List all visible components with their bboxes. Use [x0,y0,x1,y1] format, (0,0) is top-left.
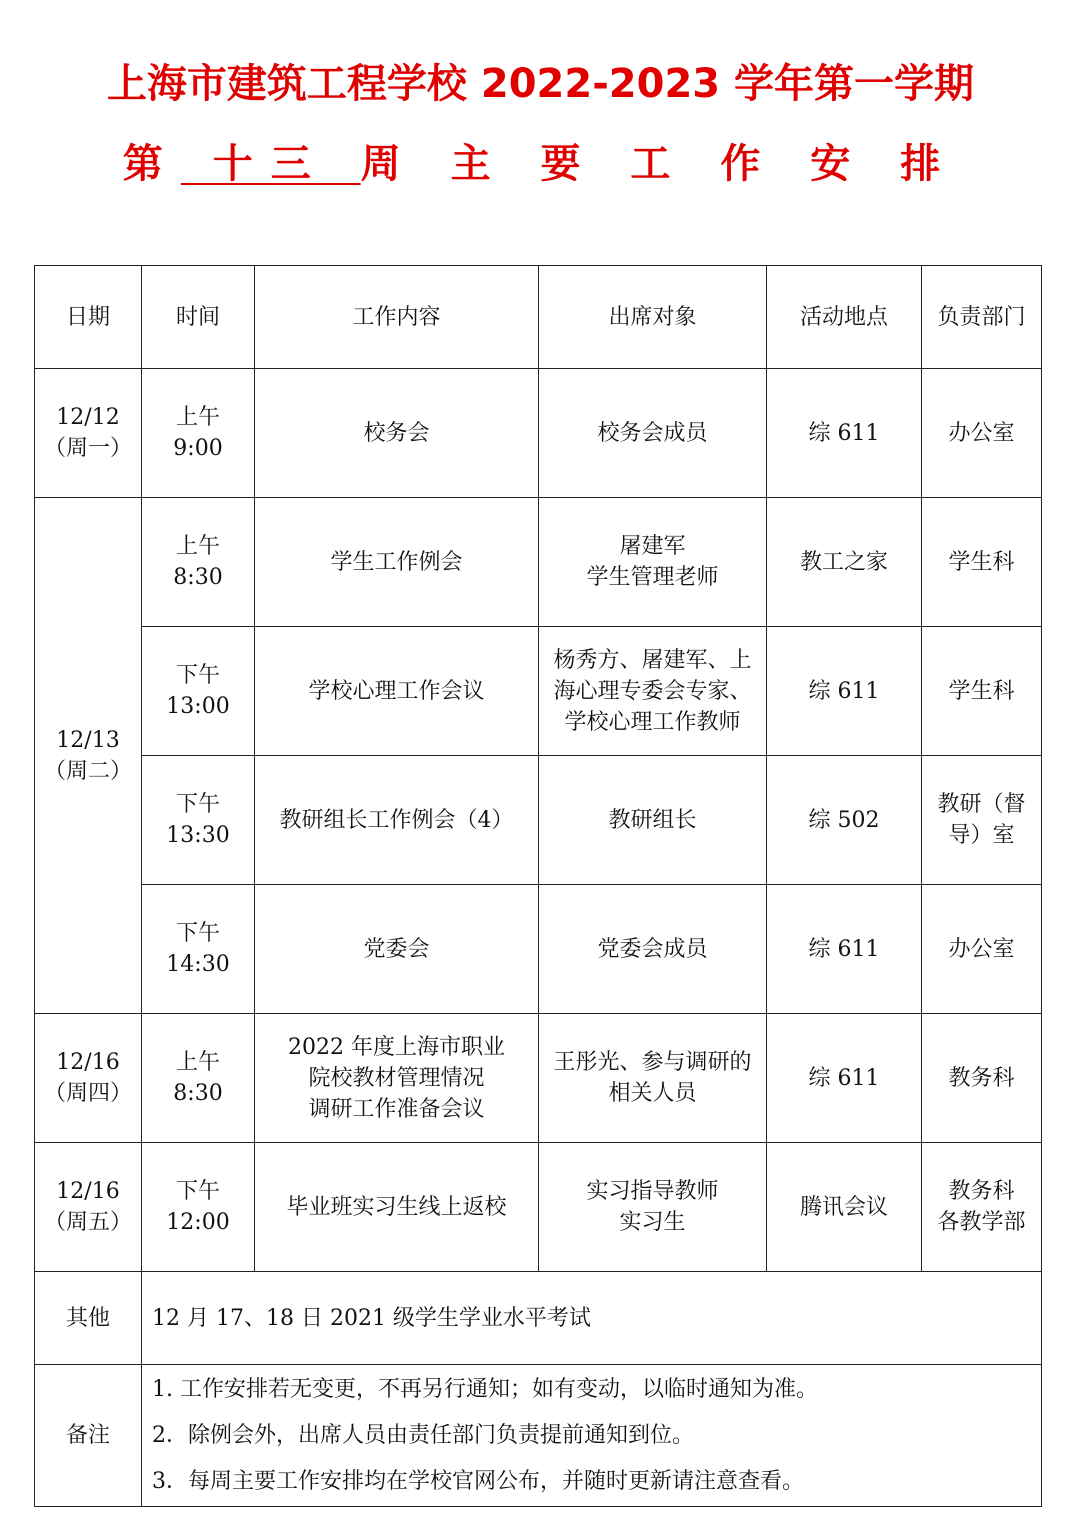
content-cell: 教研组长工作例会（4） [255,756,539,885]
table-row [35,369,1042,498]
table-row [35,627,1042,756]
location-cell: 综 611 [767,1014,922,1143]
time-cell: 上午 8:30 [142,1014,255,1143]
attendees-cell: 校务会成员 [539,369,767,498]
location-cell: 综 611 [767,369,922,498]
header-attendees: 出席对象 [539,266,767,369]
dept-cell: 学生科 [922,627,1042,756]
attendees-cell: 王彤光、参与调研的 相关人员 [539,1014,767,1143]
time-cell: 下午 12:00 [142,1143,255,1272]
content-cell: 毕业班实习生线上返校 [255,1143,539,1272]
note-item: 3．每周主要工作安排均在学校官网公布，并随时更新请注意查看。 [152,1468,804,1494]
subtitle-prefix: 第 [122,141,181,187]
dept-cell: 教务科 [922,1014,1042,1143]
note-item: 2．除例会外，出席人员由责任部门负责提前通知到位。 [152,1422,694,1448]
table-header-row [35,266,1042,369]
header-location: 活动地点 [767,266,922,369]
header-time: 时间 [142,266,255,369]
time-cell: 下午 14:30 [142,885,255,1014]
date-cell: 12/13 （周二） [35,498,142,1014]
attendees-cell: 党委会成员 [539,885,767,1014]
table-row [35,1143,1042,1272]
time-cell: 上午 8:30 [142,498,255,627]
notes-label: 备注 [35,1365,142,1507]
schedule-table [34,265,1042,1507]
time-cell: 下午 13:30 [142,756,255,885]
content-cell: 2022 年度上海市职业 院校教材管理情况 调研工作准备会议 [255,1014,539,1143]
date-cell: 12/16 （周五） [35,1143,142,1272]
other-label: 其他 [35,1272,142,1365]
attendees-cell: 教研组长 [539,756,767,885]
note-item: 1. 工作安排若无变更，不再另行通知；如有变动，以临时通知为准。 [152,1376,818,1402]
table-row [35,885,1042,1014]
location-cell: 腾讯会议 [767,1143,922,1272]
dept-cell: 教务科 各教学部 [922,1143,1042,1272]
notes-cell [142,1365,1042,1507]
attendees-cell: 实习指导教师 实习生 [539,1143,767,1272]
location-cell: 综 502 [767,756,922,885]
location-cell: 教工之家 [767,498,922,627]
location-cell: 综 611 [767,627,922,756]
dept-cell: 学生科 [922,498,1042,627]
table-row [35,756,1042,885]
content-cell: 校务会 [255,369,539,498]
content-cell: 学生工作例会 [255,498,539,627]
time-cell: 上午 9:00 [142,369,255,498]
dept-cell: 办公室 [922,369,1042,498]
time-cell: 下午 13:00 [142,627,255,756]
content-cell: 党委会 [255,885,539,1014]
attendees-cell: 屠建军 学生管理老师 [539,498,767,627]
header-content: 工作内容 [255,266,539,369]
other-row [35,1272,1042,1365]
subtitle-suffix: 周 主 要 工 作 安 排 [360,141,959,187]
other-text: 12 月 17、18 日 2021 级学生学业水平考试 [142,1272,1042,1365]
dept-cell: 办公室 [922,885,1042,1014]
date-cell: 12/16 （周四） [35,1014,142,1143]
content-cell: 学校心理工作会议 [255,627,539,756]
date-cell: 12/12 （周一） [35,369,142,498]
attendees-cell: 杨秀方、屠建军、上 海心理专委会专家、 学校心理工作教师 [539,627,767,756]
table-row [35,498,1042,627]
dept-cell: 教研（督 导）室 [922,756,1042,885]
notes-row [35,1365,1042,1507]
page-subtitle [0,132,1081,189]
header-date: 日期 [35,266,142,369]
page-title: 上海市建筑工程学校 2022-2023 学年第一学期 [106,61,975,107]
location-cell: 综 611 [767,885,922,1014]
header-dept: 负责部门 [922,266,1042,369]
table-row [35,1014,1042,1143]
week-number: 十三 [180,141,361,187]
